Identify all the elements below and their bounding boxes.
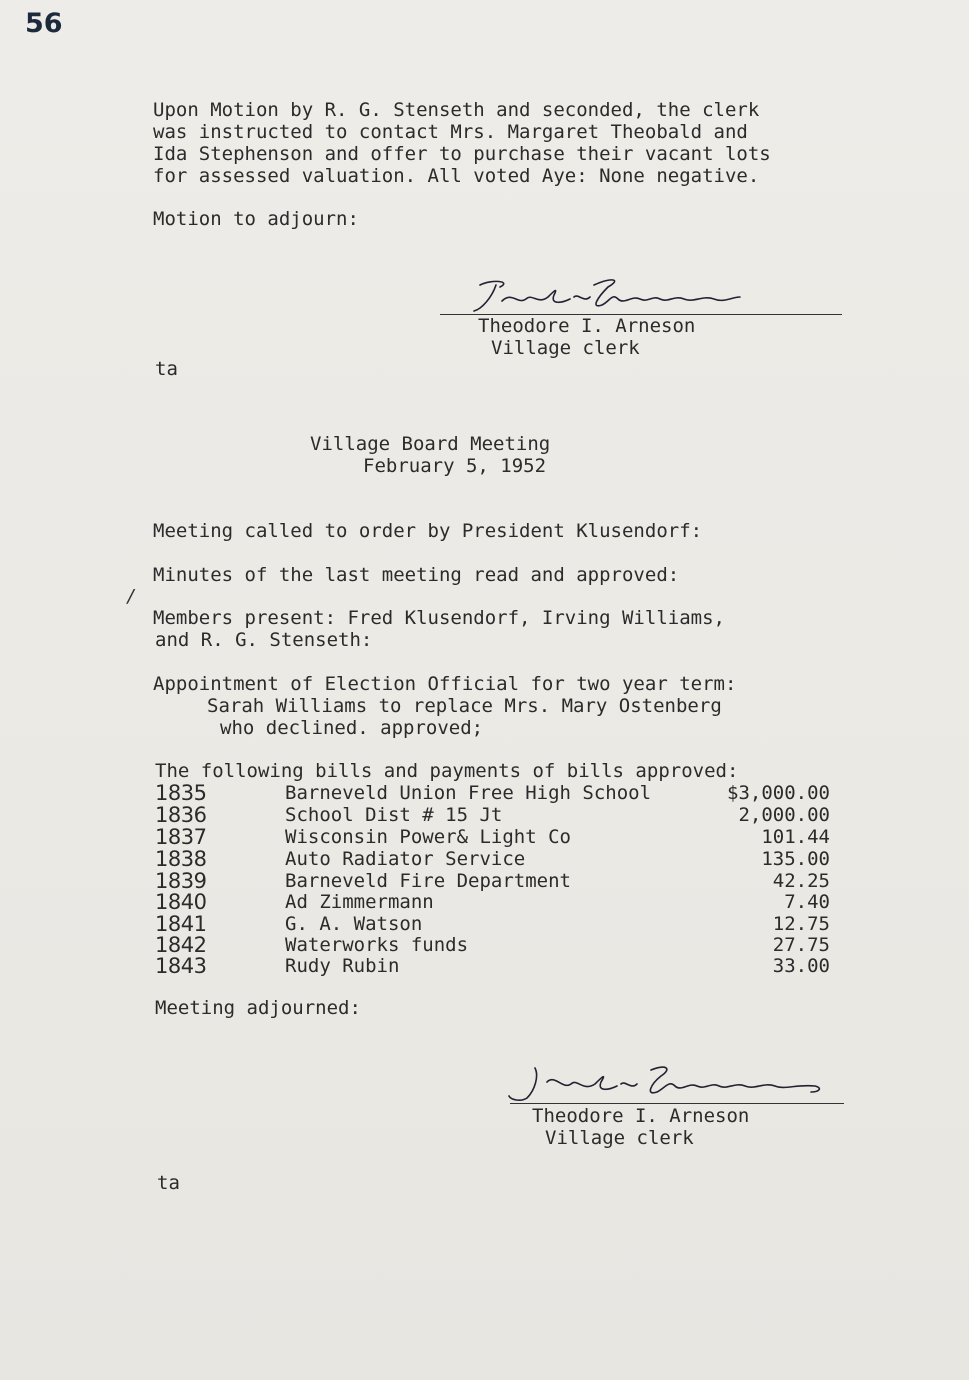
bill-amount: 12.75 — [772, 913, 830, 935]
bill-payee: School Dist # 15 Jt — [285, 804, 503, 826]
bill-payee: Wisconsin Power& Light Co — [285, 826, 571, 848]
motion-to-adjourn: Motion to adjourn: — [153, 208, 359, 230]
called-to-order: Meeting called to order by President Klusendorf: — [153, 520, 703, 542]
bill-number: 1837 — [155, 825, 207, 849]
signature-2-name: Theodore I. Arneson — [532, 1105, 750, 1127]
bill-payee: G. A. Watson — [285, 913, 423, 935]
motion-line-2: was instructed to contact Mrs. Margaret Theobald and — [153, 121, 748, 143]
page-number: 56 — [25, 8, 63, 39]
bill-number: 1840 — [155, 890, 207, 914]
bill-amount: $3,000.00 — [727, 782, 830, 804]
bill-number: 1842 — [155, 933, 207, 957]
motion-line-1: Upon Motion by R. G. Stenseth and seconded, the clerk — [153, 99, 760, 121]
bill-amount: 33.00 — [772, 955, 830, 977]
bill-payee: Waterworks funds — [285, 934, 469, 956]
appointment-line-2: Sarah Williams to replace Mrs. Mary Ostenberg — [207, 695, 722, 717]
bill-row — [155, 891, 845, 913]
signature-1-name: Theodore I. Arneson — [478, 315, 696, 337]
members-present-line-2: and R. G. Stenseth: — [155, 629, 373, 651]
bill-amount: 101.44 — [761, 826, 830, 848]
minutes-approved: Minutes of the last meeting read and approved: — [153, 564, 680, 586]
bill-number: 1841 — [155, 912, 207, 936]
bill-number: 1836 — [155, 803, 207, 827]
bill-row — [155, 782, 845, 804]
bill-row — [155, 826, 845, 848]
signature-2-title: Village clerk — [545, 1127, 694, 1149]
signature-1-title: Village clerk — [491, 337, 640, 359]
bill-payee: Rudy Rubin — [285, 955, 400, 977]
motion-paragraph — [153, 99, 893, 187]
bill-amount: 27.75 — [772, 934, 830, 956]
typist-initials-2: ta — [157, 1172, 180, 1194]
bill-number: 1838 — [155, 847, 207, 871]
members-present-line-1: Members present: Fred Klusendorf, Irving Williams, — [153, 607, 725, 629]
typist-initials-1: ta — [155, 358, 178, 380]
bill-row — [155, 848, 845, 870]
meeting-adjourned: Meeting adjourned: — [155, 997, 361, 1019]
motion-line-4: for assessed valuation. All voted Aye: None negative. — [153, 165, 760, 187]
check-mark: / — [126, 586, 137, 607]
bill-payee: Barneveld Fire Department — [285, 870, 571, 892]
bill-row — [155, 955, 845, 977]
bill-amount: 2,000.00 — [738, 804, 830, 826]
meeting-title: Village Board Meeting — [310, 433, 551, 455]
bill-payee: Ad Zimmermann — [285, 891, 434, 913]
bill-row — [155, 804, 845, 826]
bill-amount: 42.25 — [772, 870, 830, 892]
handwritten-signature-2 — [505, 1062, 835, 1106]
bill-payee: Auto Radiator Service — [285, 848, 526, 870]
bill-number: 1839 — [155, 869, 207, 893]
bill-row — [155, 913, 845, 935]
bill-amount: 135.00 — [761, 848, 830, 870]
bill-number: 1835 — [155, 781, 207, 805]
handwritten-signature-1 — [462, 275, 752, 319]
signature-line-2 — [510, 1103, 844, 1104]
appointment-line-1: Appointment of Election Official for two year term: — [153, 673, 737, 695]
bill-row — [155, 934, 845, 956]
motion-line-3: Ida Stephenson and offer to purchase their vacant lots — [153, 143, 771, 165]
bill-amount: 7.40 — [784, 891, 830, 913]
bills-intro: The following bills and payments of bills approved: — [155, 760, 739, 782]
meeting-date: February 5, 1952 — [363, 455, 547, 477]
appointment-line-3: who declined. approved; — [220, 717, 484, 739]
bill-number: 1843 — [155, 954, 207, 978]
bill-payee: Barneveld Union Free High School — [285, 782, 652, 804]
bill-row — [155, 870, 845, 892]
